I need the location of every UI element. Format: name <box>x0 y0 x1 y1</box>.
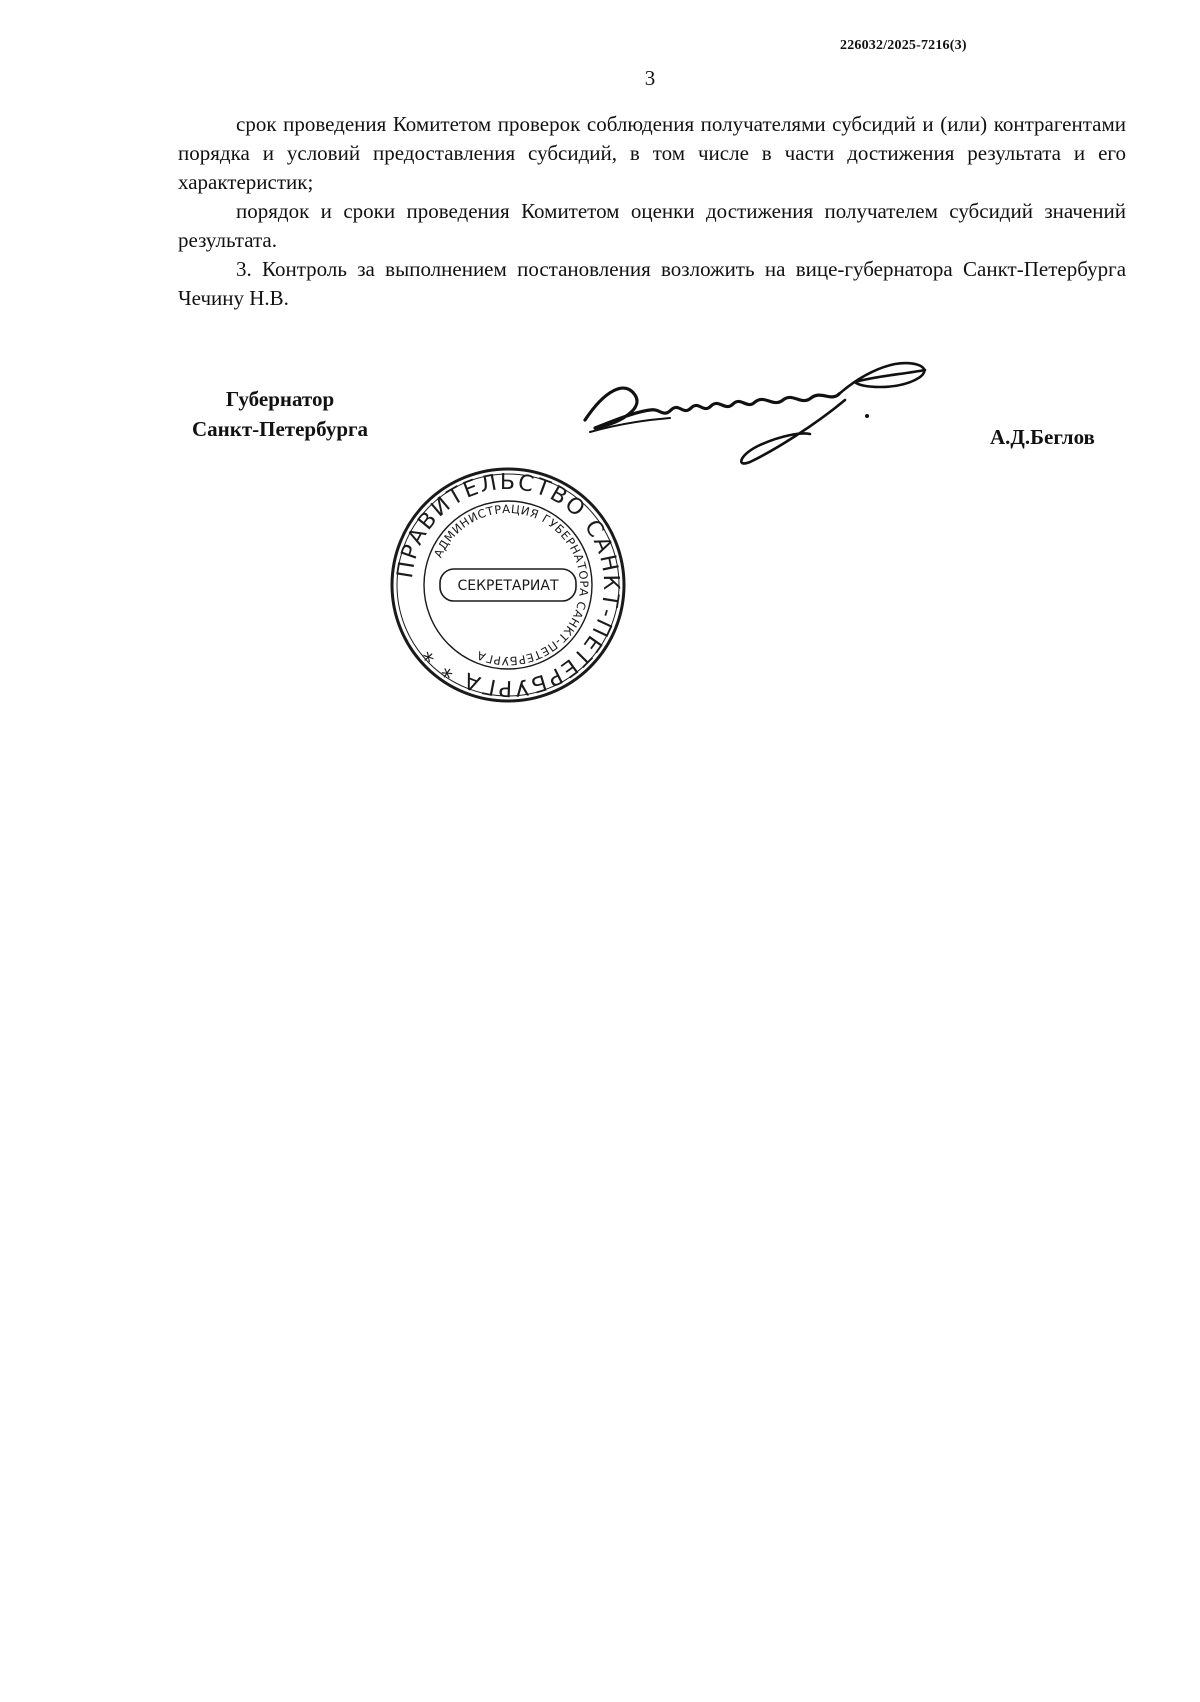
page-number: 3 <box>644 66 656 90</box>
text-line: порядок и сроки проведения Комитетом оценки достижения получателем субсидий <box>236 199 1033 223</box>
signatory-name: А.Д.Беглов <box>990 425 1095 449</box>
official-seal-stamp <box>388 465 628 705</box>
signatory-title-line1: Губернатор <box>225 387 335 411</box>
paragraph-inspection-term <box>178 110 1126 197</box>
paragraph-assessment-procedure <box>178 197 1126 255</box>
text-line: срок проведения Комитетом проверок соблюдения получателями субсидий <box>236 112 916 136</box>
handwritten-signature <box>575 350 955 475</box>
text-line: Санкт-Петербурга Чечину Н.В. <box>178 257 1127 310</box>
signatory-title-line2: Санкт-Петербурга <box>191 417 369 441</box>
text-line: достижения результата и его характеристик; <box>178 141 1127 194</box>
document-registration-number: 226032/2025-7216(3) <box>840 38 967 53</box>
stamp-inner-text: АДМИНИСТРАЦИЯ ГУБЕРНАТОРА САНКТ-ПЕТЕРБУРГА <box>430 501 592 669</box>
signatory-title <box>170 384 390 444</box>
text-line: 3. Контроль за выполнением постановления возложить на вице-губернатора <box>236 257 953 281</box>
stamp-center-text: СЕКРЕТАРИАТ <box>457 578 559 594</box>
paragraph-control-clause <box>178 255 1126 313</box>
text-line: значений результата. <box>178 199 1126 252</box>
text-line: и (или) контрагентами порядка и условий предоставления субсидий, в том числе в части <box>178 112 1127 165</box>
document-body <box>178 110 1126 313</box>
stamp-outer-text: ПРАВИТЕЛЬСТВО САНКТ-ПЕТЕРБУРГА * * <box>392 469 624 701</box>
